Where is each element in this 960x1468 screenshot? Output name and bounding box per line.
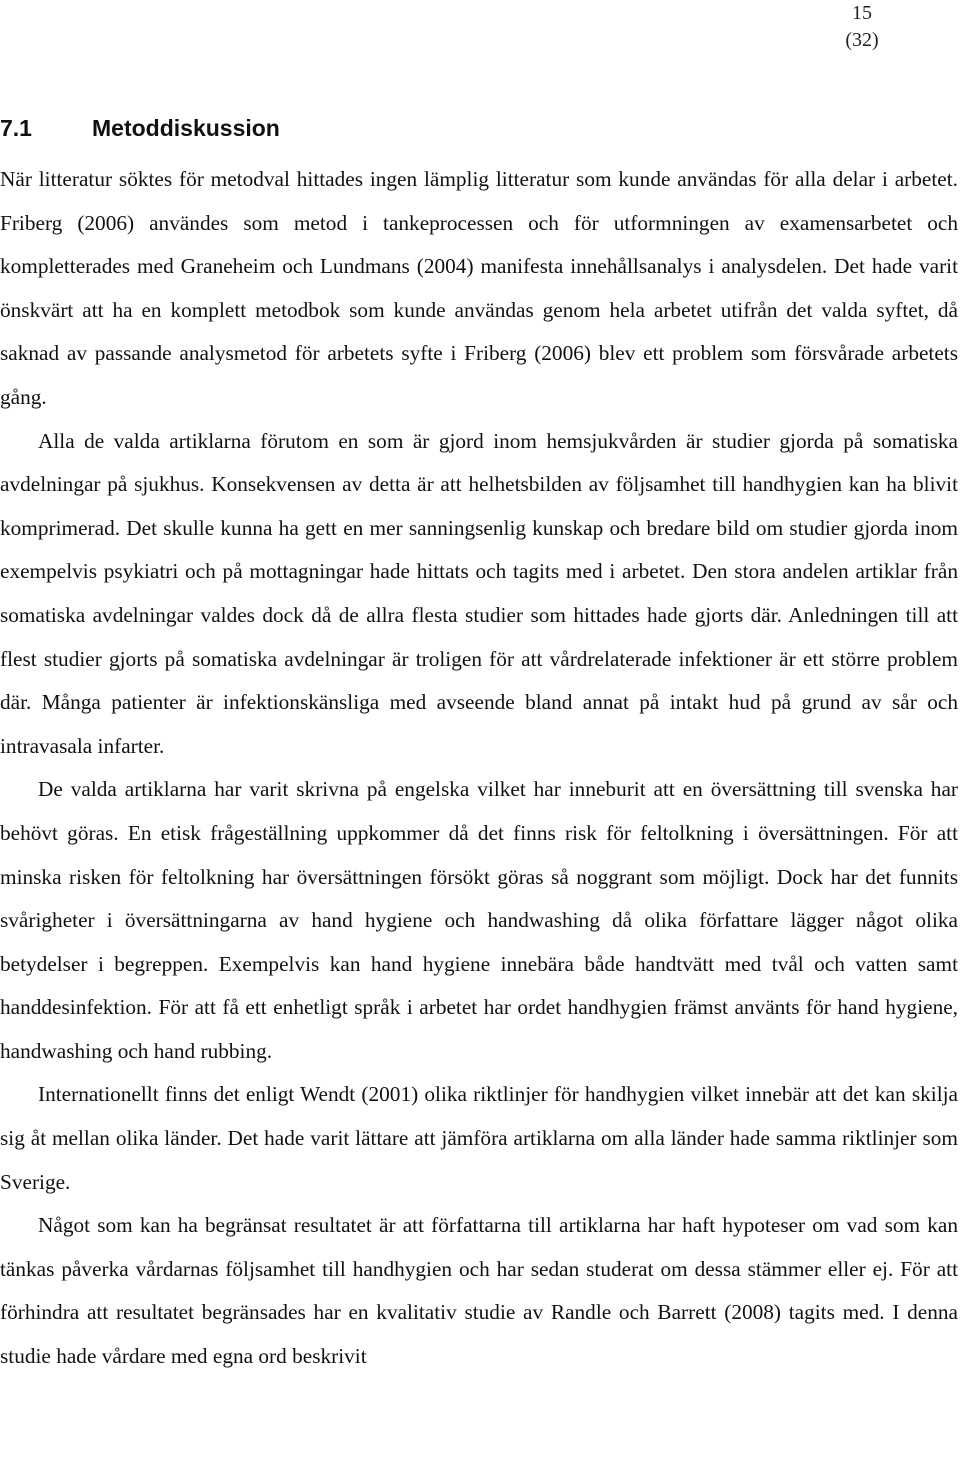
page-number <box>832 0 892 54</box>
paragraph: Något som kan ha begränsat resultatet är att författarna till artiklarna har haft hypoteser om vad som kan tänkas påverka vårdarnas följsamhet till handhygien och har sedan studerat om dessa stämmer eller ej. För att förhindra att resultatet begränsades har en kvalitativ studie av Randle och Barrett (2008) tagits med. I denna studie hade vårdare med egna ord beskrivit <box>0 1213 958 1369</box>
page-number-current: 15 <box>852 2 872 24</box>
section-number: 7.1 <box>0 115 32 141</box>
paragraph: De valda artiklarna har varit skrivna på engelska vilket har inneburit att en översättning till svenska har behövt göras. En etisk frågeställning uppkommer då det finns risk för feltolkning i översättningen. För att minska risken för feltolkning har översättningen försökt göras så noggrant som möjligt. Dock har det funnits svårigheter i översättningarna av hand hygiene och handwashing då olika författare lägger något olika betydelser i begreppen. Exempelvis kan hand hygiene innebära både handtvätt med tvål och vatten samt handdesinfektion. För att få ett enhetligt språk i arbetet har ordet handhygien främst använts för hand hygiene, handwashing och hand rubbing. <box>0 777 958 1063</box>
section-title: Metoddiskussion <box>92 115 280 141</box>
body-text <box>0 158 958 1379</box>
paragraph: Internationellt finns det enligt Wendt (2001) olika riktlinjer för handhygien vilket innebär att det kan skilja sig åt mellan olika länder. Det hade varit lättare att jämföra artiklarna om alla länder hade samma riktlinjer som Sverige. <box>0 1082 958 1194</box>
section-heading <box>0 112 280 144</box>
paragraph: När litteratur söktes för metodval hittades ingen lämplig litteratur som kunde användas för alla delar i arbetet. Friberg (2006) användes som metod i tankeprocessen och för utformningen av examensarbetet och kompletterades med Graneheim och Lundmans (2004) manifesta innehållsanalys i analysdelen. Det hade varit önskvärt att ha en komplett metodbok som kunde användas genom hela arbetet utifrån det valda syftet, då saknad av passande analysmetod för arbetets syfte i Friberg (2006) blev ett problem som försvårade arbetets gång. <box>0 167 958 409</box>
page-number-total: (32) <box>845 29 879 51</box>
paragraph: Alla de valda artiklarna förutom en som är gjord inom hemsjukvården är studier gjorda på somatiska avdelningar på sjukhus. Konsekvensen av detta är att helhetsbilden av följsamhet till handhygien kan ha blivit komprimerad. Det skulle kunna ha gett en mer sanningsenlig kunskap och bredare bild om studier gjorda inom exempelvis psykiatri och på mottagningar hade hittats och tagits med i arbetet. Den stora andelen artiklar från somatiska avdelningar valdes dock då de allra flesta studier som hittades hade gjorts där. Anledningen till att flest studier gjorts på somatiska avdelningar är troligen för att vårdrelaterade infektioner är ett större problem där. Många patienter är infektionskänsliga med avseende bland annat på intakt hud på grund av sår och intravasala infarter. <box>0 428 958 758</box>
